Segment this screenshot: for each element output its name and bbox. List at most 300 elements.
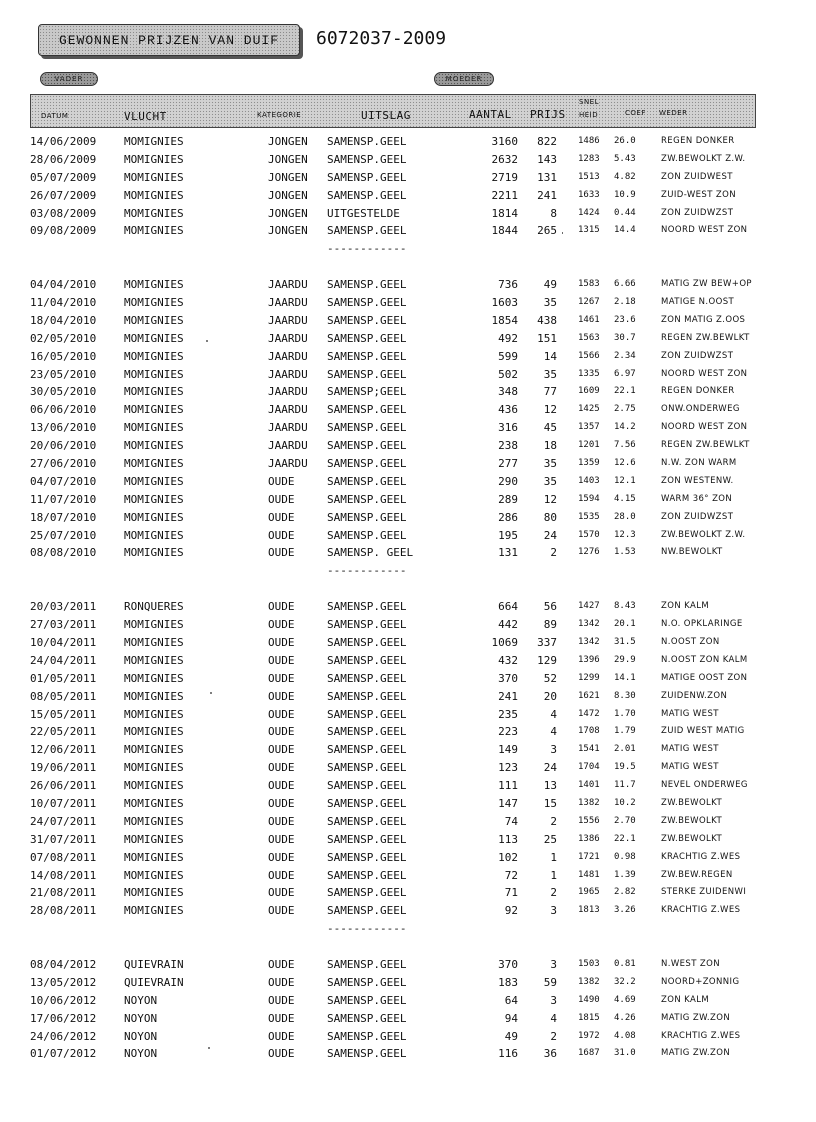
cell-aantal: 102 [498,850,518,864]
results-table-body [0,133,816,1063]
cell-prijs: 3 [550,743,557,757]
cell-snelheid: 1342 [578,619,600,630]
table-row [0,723,816,741]
cell-vlucht: MOMIGNIES [124,671,184,685]
cell-weder: ZUID WEST MATIG [661,726,745,737]
cell-uitslag: SAMENSP.GEEL [327,1047,407,1061]
cell-vlucht: MOMIGNIES [124,635,184,649]
pigeon-ring-number: 6072037-2009 [316,28,447,49]
cell-weder: MATIGE N.OOST [661,297,735,308]
cell-datum: 18/04/2010 [30,313,97,327]
cell-prijs: 18 [543,439,557,453]
cell-snelheid: 1594 [578,493,600,504]
cell-kategorie: JONGEN [268,188,308,202]
cell-coef: 23.6 [614,314,636,325]
cell-uitslag: SAMENSP.GEEL [327,528,407,542]
table-row [0,312,816,330]
cell-datum: 19/06/2011 [30,761,97,775]
cell-kategorie: JAARDU [268,457,308,471]
cell-aantal: 1814 [491,206,518,220]
cell-datum: 28/08/2011 [30,904,97,918]
table-row [0,688,816,706]
cell-datum: 01/05/2011 [30,671,97,685]
cell-prijs: 4 [550,725,557,739]
cell-aantal: 235 [498,707,518,721]
cell-kategorie: OUDE [268,850,295,864]
cell-kategorie: OUDE [268,618,295,632]
cell-aantal: 64 [504,993,518,1007]
cell-kategorie: JAARDU [268,296,308,310]
table-row [0,294,816,312]
cell-coef: 14.4 [614,225,636,236]
cell-weder: REGEN DONKER [661,136,735,146]
cell-vlucht: MOMIGNIES [124,206,184,220]
cell-weder: MATIG WEST [661,744,719,755]
cell-weder: NOORD WEST ZON [661,368,748,379]
cell-kategorie: OUDE [268,546,295,560]
cell-prijs: 3 [550,904,557,918]
cell-datum: 14/06/2009 [30,135,97,148]
cell-vlucht: MOMIGNIES [124,850,184,864]
cell-weder: ZON KALM [661,994,710,1005]
cell-datum: 08/04/2012 [30,957,97,971]
cell-coef: 10.2 [614,797,636,808]
table-row [0,437,816,455]
cell-snelheid: 1481 [578,869,600,880]
cell-uitslag: SAMENSP.GEEL [327,349,407,363]
table-row [0,187,816,205]
cell-vlucht: MOMIGNIES [124,510,184,524]
cell-prijs: 56 [543,600,557,614]
cell-coef: 22.1 [614,386,636,397]
cell-uitslag: SAMENSP.GEEL [327,1029,407,1043]
cell-aantal: 1069 [491,635,518,649]
cell-snelheid: 1687 [578,1048,600,1059]
cell-coef: 14.1 [614,672,636,683]
cell-prijs: 3 [550,957,557,971]
cell-prijs: 3 [550,993,557,1007]
cell-uitslag: SAMENSP.GEEL [327,743,407,757]
cell-vlucht: RONQUERES [124,600,184,614]
cell-weder: MATIG ZW.ZON [661,1048,731,1059]
cell-datum: 26/07/2009 [30,188,97,202]
cell-kategorie: JAARDU [268,439,308,453]
cell-vlucht: NOYON [124,1047,158,1061]
cell-vlucht: QUIEVRAIN [124,957,184,971]
cell-uitslag: SAMENSP.GEEL [327,439,407,453]
cell-uitslag: UITGESTELDE [327,206,400,220]
cell-datum: 10/06/2012 [30,993,97,1007]
cell-uitslag: SAMENSP.GEEL [327,635,407,649]
cell-prijs: 52 [543,671,557,685]
cell-aantal: 2632 [491,152,518,166]
cell-prijs: 2 [550,1029,557,1043]
cell-uitslag: SAMENSP.GEEL [327,278,407,292]
cell-uitslag: SAMENSP.GEEL [327,492,407,506]
cell-kategorie: JAARDU [268,278,308,292]
cell-snelheid: 1541 [578,744,600,755]
cell-datum: 20/03/2011 [30,600,97,614]
cell-aantal: 223 [498,725,518,739]
cell-kategorie: OUDE [268,1047,295,1061]
cell-coef: 2.01 [614,744,636,755]
separator-dashes: ------------ [327,922,407,936]
cell-vlucht: MOMIGNIES [124,761,184,775]
cell-prijs: 337 [537,635,557,649]
season-separator [0,562,816,580]
cell-weder: ZUID-WEST ZON [661,189,736,200]
cell-aantal: 2211 [491,188,518,202]
cell-kategorie: OUDE [268,1029,295,1043]
cell-kategorie: JONGEN [268,135,308,148]
cell-aantal: 290 [498,474,518,488]
scan-speck [210,692,212,694]
cell-uitslag: SAMENSP.GEEL [327,457,407,471]
cell-vlucht: MOMIGNIES [124,296,184,310]
cell-prijs: 20 [543,689,557,703]
table-row [0,813,816,831]
cell-weder: KRACHTIG Z.WES [661,1030,741,1041]
cell-kategorie: JAARDU [268,331,308,345]
cell-vlucht: MOMIGNIES [124,367,184,381]
cell-vlucht: MOMIGNIES [124,618,184,632]
cell-datum: 10/04/2011 [30,635,97,649]
cell-coef: 5.43 [614,153,636,164]
table-row [0,383,816,401]
cell-coef: 4.69 [614,994,636,1005]
cell-prijs: 24 [543,761,557,775]
cell-aantal: 149 [498,743,518,757]
cell-aantal: 736 [498,278,518,292]
cell-coef: 14.2 [614,422,636,433]
cell-aantal: 195 [498,528,518,542]
cell-aantal: 71 [504,886,518,900]
cell-snelheid: 1472 [578,708,600,719]
cell-prijs: 438 [537,313,557,327]
cell-uitslag: SAMENSP.GEEL [327,957,407,971]
cell-datum: 02/05/2010 [30,331,97,345]
cell-snelheid: 1299 [578,672,600,683]
cell-uitslag: SAMENSP.GEEL [327,993,407,1007]
cell-kategorie: JAARDU [268,403,308,417]
table-row [0,544,816,562]
cell-vlucht: MOMIGNIES [124,278,184,292]
scan-speck [206,340,208,342]
cell-uitslag: SAMENSP.GEEL [327,832,407,846]
cell-coef: 4.26 [614,1012,636,1023]
cell-datum: 13/06/2010 [30,421,97,435]
table-row [0,616,816,634]
cell-snelheid: 1357 [578,422,600,433]
cell-weder: ZON KALM [661,601,710,612]
cell-weder: ZW.BEWOLKT Z.W. [661,153,746,164]
table-row [0,902,816,920]
cell-coef: 2.75 [614,404,636,415]
cell-weder: MATIG ZW.ZON [661,1012,731,1023]
cell-coef: 2.34 [614,350,636,361]
cell-weder: STERKE ZUIDENWI [661,887,747,898]
cell-prijs: 4 [550,1011,557,1025]
cell-kategorie: OUDE [268,492,295,506]
cell-vlucht: MOMIGNIES [124,457,184,471]
cell-vlucht: MOMIGNIES [124,474,184,488]
cell-datum: 30/05/2010 [30,385,97,399]
cell-snelheid: 1965 [578,887,600,898]
cell-datum: 10/07/2011 [30,796,97,810]
cell-vlucht: MOMIGNIES [124,170,184,184]
table-row [0,706,816,724]
cell-coef: 11.7 [614,780,636,791]
table-row [0,222,816,240]
cell-prijs: 143 [537,152,557,166]
cell-uitslag: SAMENSP.GEEL [327,170,407,184]
cell-prijs: 77 [543,385,557,399]
cell-weder: REGEN ZW.BEWLKT [661,332,750,343]
cell-kategorie: JAARDU [268,313,308,327]
cell-aantal: 3160 [491,135,518,148]
cell-uitslag: SAMENSP.GEEL [327,904,407,918]
cell-snelheid: 1335 [578,368,600,379]
cell-aantal: 1854 [491,313,518,327]
cell-uitslag: SAMENSP.GEEL [327,313,407,327]
cell-prijs: 14 [543,349,557,363]
cell-vlucht: MOMIGNIES [124,528,184,542]
cell-datum: 11/07/2010 [30,492,97,506]
cell-datum: 03/08/2009 [30,206,97,220]
cell-datum: 11/04/2010 [30,296,97,310]
cell-datum: 17/06/2012 [30,1011,97,1025]
cell-vlucht: MOMIGNIES [124,886,184,900]
cell-datum: 22/05/2011 [30,725,97,739]
cell-vlucht: NOYON [124,1011,158,1025]
cell-vlucht: MOMIGNIES [124,385,184,399]
cell-snelheid: 1503 [578,958,600,969]
cell-snelheid: 1401 [578,780,600,791]
cell-uitslag: SAMENSP.GEEL [327,796,407,810]
cell-coef: 12.3 [614,529,636,540]
table-row [0,598,816,616]
cell-kategorie: OUDE [268,975,295,989]
cell-uitslag: SAMENSP. GEEL [327,546,414,560]
cell-uitslag: SAMENSP.GEEL [327,296,407,310]
cell-vlucht: MOMIGNIES [124,188,184,202]
cell-weder: ZON ZUIDWZST [661,350,734,361]
cell-weder: NW.BEWOLKT [661,547,723,558]
cell-coef: 7.56 [614,440,636,451]
cell-kategorie: OUDE [268,779,295,793]
cell-coef: 1.70 [614,708,636,719]
cell-snelheid: 1267 [578,297,600,308]
col-header-coef: COEF [625,109,646,117]
cell-prijs: 2 [550,814,557,828]
cell-datum: 08/05/2011 [30,689,97,703]
cell-coef: 2.70 [614,815,636,826]
cell-prijs: 2 [550,886,557,900]
cell-aantal: 183 [498,975,518,989]
cell-weder: ZON WESTENW. [661,475,734,486]
cell-snelheid: 1609 [578,386,600,397]
cell-coef: 19.5 [614,762,636,773]
cell-weder: MATIGE OOST ZON [661,672,748,683]
cell-kategorie: OUDE [268,796,295,810]
cell-datum: 27/03/2011 [30,618,97,632]
cell-vlucht: MOMIGNIES [124,135,184,148]
cell-weder: ZW.BEWOLKT [661,815,723,826]
cell-vlucht: MOMIGNIES [124,439,184,453]
cell-snelheid: 1972 [578,1030,600,1041]
cell-prijs: 151 [537,331,557,345]
cell-snelheid: 1276 [578,547,600,558]
cell-datum: 21/08/2011 [30,886,97,900]
col-header-snel: SNEL [579,98,600,106]
cell-weder: ONW.ONDERWEG [661,404,740,415]
cell-snelheid: 1359 [578,458,600,469]
cell-vlucht: MOMIGNIES [124,331,184,345]
cell-weder: MATIG WEST [661,762,719,773]
cell-uitslag: SAMENSP.GEEL [327,152,407,166]
table-row [0,992,816,1010]
cell-snelheid: 1403 [578,475,600,486]
table-row [0,884,816,902]
col-header-vlucht: VLUCHT [124,110,167,123]
cell-uitslag: SAMENSP.GEEL [327,403,407,417]
cell-aantal: 348 [498,385,518,399]
cell-datum: 06/06/2010 [30,403,97,417]
cell-weder: MATIG ZW BEW+OP [661,279,752,290]
cell-kategorie: OUDE [268,671,295,685]
document-title-box [38,24,300,56]
cell-uitslag: SAMENSP.GEEL [327,600,407,614]
table-row [0,509,816,527]
scan-speck [208,1047,210,1049]
cell-vlucht: MOMIGNIES [124,313,184,327]
table-row [0,401,816,419]
col-header-heid: HEID [579,111,599,119]
cell-aantal: 1844 [491,224,518,238]
cell-aantal: 94 [504,1011,518,1025]
cell-coef: 4.15 [614,493,636,504]
cell-datum: 24/04/2011 [30,653,97,667]
cell-weder: KRACHTIG Z.WES [661,851,741,862]
cell-uitslag: SAMENSP.GEEL [327,868,407,882]
table-row [0,133,816,151]
col-header-weder: WEDER [659,109,688,117]
cell-coef: 3.26 [614,905,636,916]
cell-snelheid: 1490 [578,994,600,1005]
cell-uitslag: SAMENSP.GEEL [327,224,407,238]
cell-uitslag: SAMENSP.GEEL [327,653,407,667]
cell-prijs: 12 [543,492,557,506]
blank-row [0,938,816,956]
season-separator [0,240,816,258]
cell-datum: 23/05/2010 [30,367,97,381]
cell-datum: 13/05/2012 [30,975,97,989]
cell-datum: 28/06/2009 [30,152,97,166]
table-row [0,956,816,974]
cell-prijs: 35 [543,367,557,381]
cell-aantal: 123 [498,761,518,775]
cell-coef: 1.53 [614,547,636,558]
cell-vlucht: NOYON [124,993,158,1007]
cell-prijs: 35 [543,457,557,471]
cell-weder: NOORD WEST ZON [661,225,748,236]
cell-aantal: 74 [504,814,518,828]
cell-coef: 28.0 [614,511,636,522]
cell-vlucht: MOMIGNIES [124,403,184,417]
cell-prijs: 89 [543,618,557,632]
cell-weder: N.W. ZON WARM [661,458,737,469]
cell-weder: ZW.BEW.REGEN [661,869,733,880]
cell-vlucht: MOMIGNIES [124,743,184,757]
cell-coef: 1.79 [614,726,636,737]
cell-datum: 26/06/2011 [30,779,97,793]
table-row [0,974,816,992]
cell-kategorie: OUDE [268,653,295,667]
cell-prijs: 4 [550,707,557,721]
cell-kategorie: JONGEN [268,224,308,238]
table-row [0,741,816,759]
cell-vlucht: MOMIGNIES [124,546,184,560]
cell-prijs: 35 [543,296,557,310]
cell-uitslag: SAMENSP.GEEL [327,814,407,828]
cell-aantal: 599 [498,349,518,363]
cell-datum: 27/06/2010 [30,457,97,471]
table-row [0,867,816,885]
cell-aantal: 436 [498,403,518,417]
cell-snelheid: 1570 [578,529,600,540]
cell-weder: N.O. OPKLARINGE [661,619,743,630]
table-row [0,473,816,491]
cell-kategorie: OUDE [268,528,295,542]
cell-kategorie: OUDE [268,635,295,649]
cell-aantal: 1603 [491,296,518,310]
cell-aantal: 289 [498,492,518,506]
table-row [0,831,816,849]
season-separator [0,920,816,938]
table-row [0,527,816,545]
cell-snelheid: 1704 [578,762,600,773]
cell-uitslag: SAMENSP.GEEL [327,850,407,864]
cell-vlucht: MOMIGNIES [124,707,184,721]
cell-prijs: 80 [543,510,557,524]
cell-snelheid: 1424 [578,207,600,218]
cell-aantal: 2719 [491,170,518,184]
table-row [0,169,816,187]
cell-uitslag: SAMENSP.GEEL [327,188,407,202]
cell-datum: 15/05/2011 [30,707,97,721]
col-header-uitslag: UITSLAG [361,109,411,122]
table-row [0,151,816,169]
cell-coef: 2.18 [614,297,636,308]
cell-uitslag: SAMENSP.GEEL [327,761,407,775]
table-row [0,652,816,670]
cell-snelheid: 1563 [578,332,600,343]
cell-kategorie: OUDE [268,689,295,703]
cell-vlucht: MOMIGNIES [124,653,184,667]
cell-uitslag: SAMENSP.GEEL [327,886,407,900]
cell-datum: 24/06/2012 [30,1029,97,1043]
cell-snelheid: 1633 [578,189,600,200]
moeder-label [434,72,494,86]
cell-aantal: 502 [498,367,518,381]
cell-snelheid: 1486 [578,136,600,146]
cell-snelheid: 1386 [578,833,600,844]
cell-prijs: 36 [543,1047,557,1061]
cell-coef: 4.82 [614,171,636,182]
cell-kategorie: JONGEN [268,170,308,184]
cell-kategorie: JAARDU [268,349,308,363]
cell-coef: 8.30 [614,690,636,701]
